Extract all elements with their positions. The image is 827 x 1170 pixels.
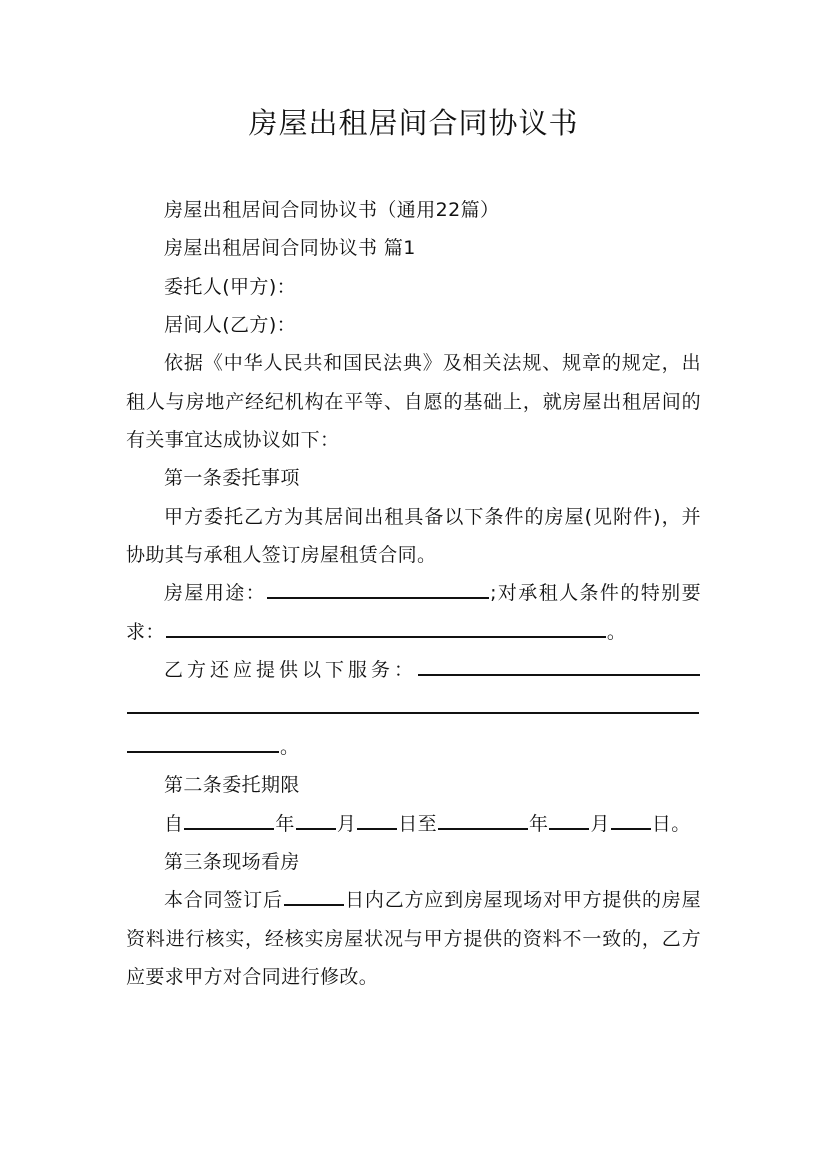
- start-month-blank: [296, 810, 336, 829]
- party-b-line: 居间人(乙方)：: [164, 314, 297, 337]
- day-to-label: 日至: [398, 812, 438, 835]
- document-body: [126, 191, 701, 996]
- services-blank-2: [127, 695, 699, 714]
- end-day-blank: [611, 810, 651, 829]
- site-visit-lead: 本合同签订后: [164, 889, 283, 912]
- end-year-blank: [438, 810, 528, 829]
- site-visit-paragraph: [126, 881, 701, 996]
- heading-collection: 房屋出租居间合同协议书（通用22篇）: [164, 199, 500, 221]
- year-label: 年: [529, 812, 549, 835]
- period-mark: 。: [606, 620, 627, 643]
- end-month-blank: [549, 810, 589, 829]
- house-use-label: 房屋用途：: [164, 582, 267, 605]
- services-label: 乙方还应提供以下服务：: [164, 659, 417, 682]
- services-blank-1: [418, 657, 700, 676]
- clause-1-heading: 第一条委托事项: [164, 467, 300, 490]
- tenant-requirement-blank: [166, 619, 606, 638]
- services-paragraph: [126, 651, 701, 766]
- month-label: 月: [336, 812, 357, 835]
- house-use-paragraph: [126, 574, 701, 651]
- tenant-requirement-label: ;对承租人条件的特别要求：: [126, 582, 701, 643]
- term-from-label: 自: [164, 812, 184, 835]
- clause-2-heading: 第二条委托期限: [164, 774, 300, 797]
- services-blank-3: [127, 734, 279, 753]
- days-blank: [284, 887, 344, 906]
- document-title: 房屋出租居间合同协议书: [248, 106, 579, 140]
- month-label: 月: [590, 812, 610, 835]
- party-a-line: 委托人(甲方)：: [164, 275, 297, 298]
- house-use-blank: [267, 580, 489, 599]
- start-day-blank: [357, 810, 397, 829]
- year-label: 年: [275, 812, 295, 835]
- heading-article-1: 房屋出租居间合同协议书 篇1: [164, 237, 416, 260]
- preamble-paragraph: 依据《中华人民共和国民法典》及相关法规、规章的规定，出租人与房地产经纪机构在平等、自愿的基础上，就房屋出租居间的有关事宜达成协议如下：: [126, 352, 701, 452]
- site-visit-body: 日内乙方应到房屋现场对甲方提供的房屋资料进行核实，经核实房屋状况与甲方提供的资料不一致的，乙方应要求甲方对合同进行修改。: [126, 889, 701, 988]
- clause-1-paragraph: 甲方委托乙方为其居间出租具备以下条件的房屋(见附件)，并协助其与承租人签订房屋租赁合同。: [126, 505, 701, 567]
- term-paragraph: [126, 805, 701, 843]
- period-mark: 。: [280, 735, 300, 758]
- day-end-label: 日。: [651, 812, 691, 835]
- clause-3-heading: 第三条现场看房: [164, 850, 300, 873]
- start-year-blank: [184, 810, 274, 829]
